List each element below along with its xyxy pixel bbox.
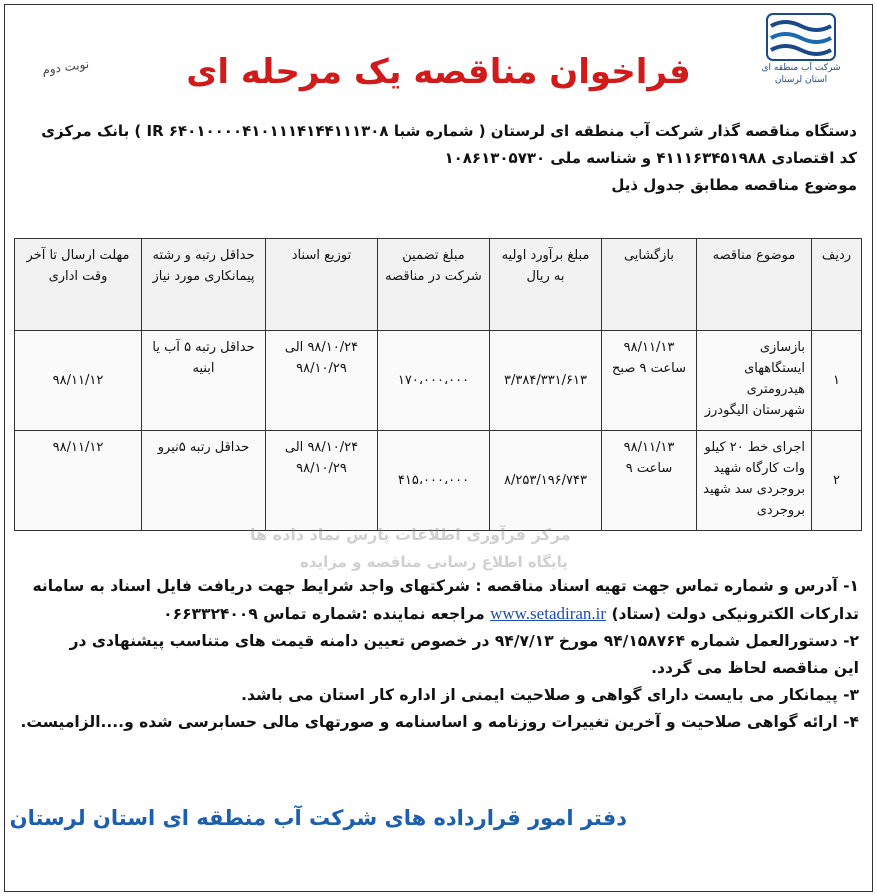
cell-estimate: ۳/۳۸۴/۳۳۱/۶۱۳ xyxy=(490,331,602,431)
note-4: ۴- ارائه گواهی صلاحیت و آخرین تغییرات روزنامه و اساسنامه و صورتهای مالی حسابرسی شده و....الزامیست. xyxy=(20,713,859,731)
watermark-line-2: پایگاه اطلاع رسانی مناقصه و مزایده xyxy=(300,553,568,571)
logo-text-line2: استان لرستان xyxy=(774,75,828,85)
cell-grade: حداقل رتبه ۵نیرو xyxy=(142,431,266,531)
note-1b-pre: تدارکات الکترونیکی دولت (ستاد) xyxy=(611,605,859,623)
cell-guarantee: ۱۷۰،۰۰۰،۰۰۰ xyxy=(378,331,490,431)
water-waves-icon xyxy=(765,12,837,62)
cell-deadline: ۹۸/۱۱/۱۲ xyxy=(15,431,142,531)
note-1b-post: مراجعه نماینده :شماره تماس ۰۶۶۳۳۲۴۰۰۹ xyxy=(163,605,485,623)
note-3: ۳- پیمانکار می بایست دارای گواهی و صلاحیت ایمنی از اداره کار استان می باشد. xyxy=(241,686,859,704)
notes-section xyxy=(14,573,859,736)
setadiran-link[interactable]: www.setadiran.ir xyxy=(490,604,607,623)
note-1b xyxy=(14,600,859,628)
header-distribution: توزیع اسناد xyxy=(266,239,378,331)
intro-line-2: کد اقتصادی ۴۱۱۱۶۳۴۵۱۹۸۸ و شناسه ملی ۱۰۸۶۱۳۰۵۷۳۰ xyxy=(444,149,857,167)
cell-row-number: ۱ xyxy=(812,331,862,431)
header-guarantee: مبلغ تضمین شرکت در مناقصه xyxy=(378,239,490,331)
header-subject: موضوع مناقصه xyxy=(697,239,812,331)
cell-opening: ۹۸/۱۱/۱۳ ساعت ۹ صبح xyxy=(602,331,697,431)
cell-deadline: ۹۸/۱۱/۱۲ xyxy=(15,331,142,431)
logo-text-line1: شرکت آب منطقه ای xyxy=(761,63,841,73)
header-row-number: ردیف xyxy=(812,239,862,331)
intro-section xyxy=(16,118,857,199)
cell-row-number: ۲ xyxy=(812,431,862,531)
cell-estimate: ۸/۲۵۳/۱۹۶/۷۴۳ xyxy=(490,431,602,531)
table-row xyxy=(15,331,862,431)
watermark-line-1: مرکز فرآوری اطلاعات پارس نماد داده ها xyxy=(250,525,571,544)
cell-opening: ۹۸/۱۱/۱۳ ساعت ۹ xyxy=(602,431,697,531)
cell-grade: حداقل رتبه ۵ آب یا ابنیه xyxy=(142,331,266,431)
page-title: فراخوان مناقصه یک مرحله ای xyxy=(186,52,691,92)
intro-line-1: دستگاه مناقصه گذار شرکت آب منطقه ای لرستان ( شماره شبا IR ۶۴۰۱۰۰۰۰۴۱۰۱۱۱۴۱۴۴۱۱۱۳۰۸ ) بانک مرکزی xyxy=(41,122,857,140)
header-opening: بازگشایی xyxy=(602,239,697,331)
tender-table xyxy=(14,238,862,531)
cell-subject: اجرای خط ۲۰ کیلو وات کارگاه شهید بروجردی سد شهید بروجردی xyxy=(697,431,812,531)
header-grade: حداقل رتبه و رشته پیمانکاری مورد نیاز xyxy=(142,239,266,331)
company-logo xyxy=(753,12,849,104)
intro-line-3: موضوع مناقصه مطابق جدول ذیل xyxy=(611,176,857,194)
table-row xyxy=(15,431,862,531)
note-1a: ۱- آدرس و شماره تماس جهت تهیه اسناد مناقصه : شرکتهای واجد شرایط جهت دریافت فایل اسناد به سامانه xyxy=(32,577,859,595)
header-deadline: مهلت ارسال تا آخر وقت اداری xyxy=(15,239,142,331)
cell-guarantee: ۴۱۵،۰۰۰،۰۰۰ xyxy=(378,431,490,531)
header-estimate: مبلغ برآورد اولیه به ریال xyxy=(490,239,602,331)
round-label: نوبت دوم xyxy=(41,56,90,78)
cell-distribution: ۹۸/۱۰/۲۴ الی ۹۸/۱۰/۲۹ xyxy=(266,331,378,431)
note-2b: این مناقصه لحاظ می گردد. xyxy=(651,659,859,677)
cell-distribution: ۹۸/۱۰/۲۴ الی ۹۸/۱۰/۲۹ xyxy=(266,431,378,531)
note-2a: ۲- دستورالعمل شماره ۹۴/۱۵۸۷۶۴ مورخ ۹۴/۷/۱۳ در خصوص تعیین دامنه قیمت های متناسب پیشنهادی در xyxy=(69,632,859,650)
footer-office: دفتر امور قرارداده های شرکت آب منطقه ای استان لرستان xyxy=(9,806,627,830)
cell-subject: بازسازی ایستگاههای هیدرومتری شهرستان الیگودرز xyxy=(697,331,812,431)
table-header-row xyxy=(15,239,862,331)
